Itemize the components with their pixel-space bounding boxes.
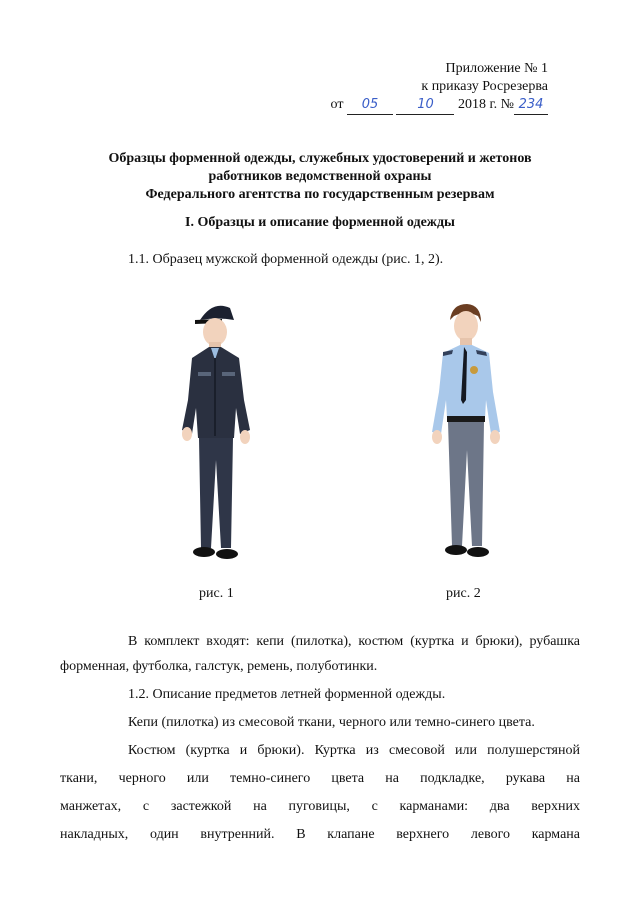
date-month-field <box>396 96 454 115</box>
document-title <box>60 150 580 204</box>
date-month: 10 <box>417 97 434 112</box>
figure-2-caption: рис. 2 <box>446 586 481 601</box>
appendix-date-line <box>331 96 548 115</box>
appendix-prefix: от <box>330 97 344 112</box>
suit-line-3: манжетах, с застежкой на пуговицы, с карманами: два верхних <box>60 799 580 814</box>
suit-line-2: ткани, черного или темно-синего цвета на подкладке, рукава на <box>60 771 580 786</box>
appendix-block <box>331 60 548 115</box>
title-line-2: работников ведомственной охраны <box>208 169 432 184</box>
appendix-line-2: к приказу Росрезерва <box>421 79 548 94</box>
section-heading: I. Образцы и описание форменной одежды <box>185 215 455 230</box>
title-line-3: Федерального агентства по государственным резервам <box>145 187 495 202</box>
cap-description: Кепи (пилотка) из смесовой ткани, черного или темно-синего цвета. <box>128 715 535 730</box>
figure-1-caption: рис. 1 <box>199 586 234 601</box>
figure-1-dark-uniform <box>178 300 268 562</box>
paragraph-1-2: 1.2. Описание предметов летней форменной одежды. <box>128 687 446 702</box>
kit-line-2: форменная, футболка, галстук, ремень, полуботинки. <box>60 659 378 674</box>
appendix-line-1: Приложение № 1 <box>445 61 548 76</box>
date-day: 05 <box>361 97 379 112</box>
title-line-1: Образцы форменной одежды, служебных удостоверений и жетонов <box>108 151 532 166</box>
paragraph-1-1: 1.1. Образец мужской форменной одежды (рис. 1, 2). <box>128 252 444 267</box>
order-number: 234 <box>518 97 544 112</box>
date-day-field <box>347 96 393 115</box>
kit-line-1: В комплект входят: кепи (пилотка), костюм (куртка и брюки), рубашка <box>128 634 580 649</box>
year-text: 2018 г. № <box>457 97 514 112</box>
suit-line-1: Костюм (куртка и брюки). Куртка из смесовой или полушерстяной <box>128 743 580 758</box>
suit-line-4: накладных, один внутренний. В клапане верхнего левого кармана <box>60 827 580 842</box>
figure-2-light-shirt <box>430 300 510 562</box>
order-number-field <box>514 96 548 115</box>
